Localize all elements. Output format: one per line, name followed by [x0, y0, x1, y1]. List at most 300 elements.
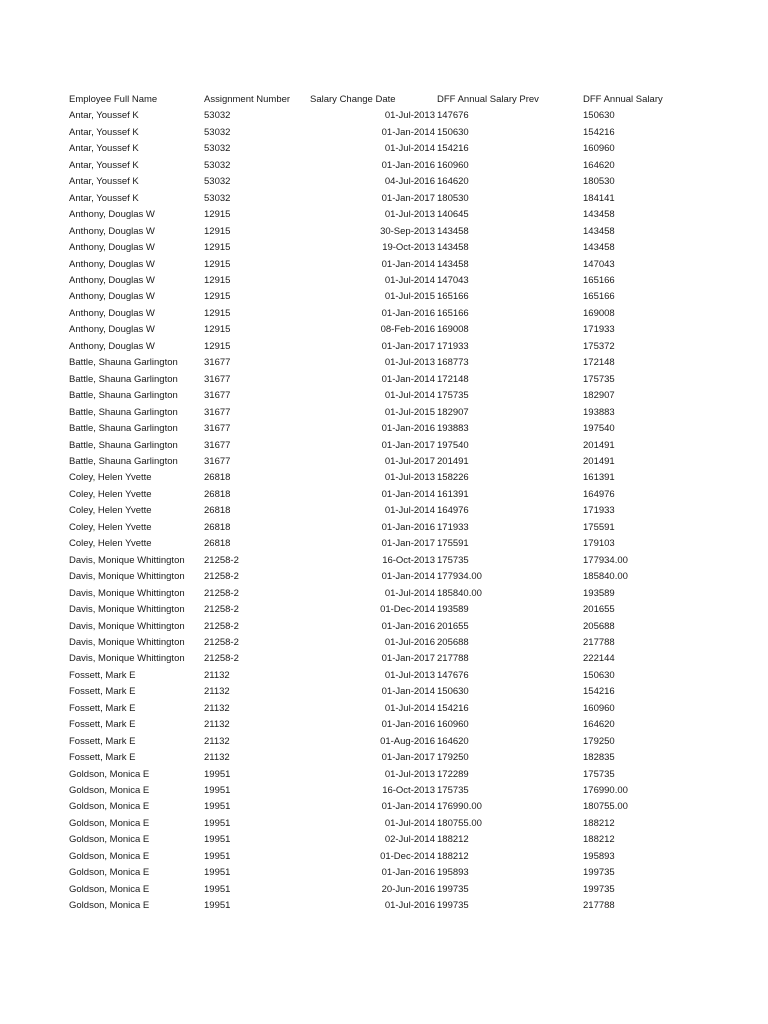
assignment-number-cell: 26818	[204, 521, 231, 533]
salary-change-date-cell: 01-Jul-2014	[384, 505, 435, 517]
annual-salary-prev-cell: 171933	[437, 521, 469, 533]
assignment-number-cell: 19951	[204, 785, 231, 797]
employee-name-cell: Goldson, Monica E	[69, 834, 150, 846]
salary-change-date-cell: 01-Jan-2016	[381, 521, 435, 533]
assignment-number-cell: 26818	[204, 472, 231, 484]
employee-name-cell: Goldson, Monica E	[69, 768, 150, 780]
employee-name-cell: Battle, Shauna Garlington	[69, 455, 178, 467]
annual-salary-prev-cell: 188212	[437, 834, 469, 846]
assignment-number-cell: 21132	[204, 735, 230, 747]
annual-salary-cell: 179250	[583, 735, 615, 747]
salary-change-date-cell: 01-Jan-2017	[381, 192, 435, 204]
annual-salary-prev-cell: 171933	[437, 340, 469, 352]
annual-salary-cell: 201491	[583, 439, 615, 451]
employee-name-cell: Fossett, Mark E	[69, 719, 136, 731]
table-row	[69, 898, 683, 914]
salary-change-date-cell: 01-Jan-2017	[381, 653, 435, 665]
employee-name-cell: Davis, Monique Whittington	[69, 554, 185, 566]
annual-salary-prev-cell: 179250	[437, 752, 469, 764]
table-row	[69, 520, 683, 536]
annual-salary-prev-cell: 147676	[437, 110, 469, 122]
annual-salary-prev-cell: 180530	[437, 192, 469, 204]
assignment-number-cell: 12915	[204, 225, 231, 237]
annual-salary-cell: 184141	[583, 192, 615, 204]
table-row	[69, 339, 683, 355]
assignment-number-cell: 19951	[204, 850, 231, 862]
table-row	[69, 684, 683, 700]
assignment-number-cell: 21132	[204, 752, 230, 764]
header-dff-annual-salary-prev: DFF Annual Salary Prev	[437, 94, 539, 105]
assignment-number-cell: 21258-2	[204, 604, 239, 616]
salary-change-date-cell: 01-Jul-2014	[384, 143, 435, 155]
annual-salary-cell: 169008	[583, 307, 615, 319]
employee-name-cell: Anthony, Douglas W	[69, 274, 155, 286]
annual-salary-cell: 161391	[583, 472, 615, 484]
salary-change-date-cell: 01-Jan-2017	[381, 538, 435, 550]
assignment-number-cell: 53032	[204, 159, 231, 171]
assignment-number-cell: 53032	[204, 143, 231, 155]
annual-salary-cell: 201491	[583, 455, 615, 467]
assignment-number-cell: 21258-2	[204, 571, 239, 583]
employee-name-cell: Goldson, Monica E	[69, 785, 150, 797]
employee-name-cell: Antar, Youssef K	[69, 143, 139, 155]
salary-change-date-cell: 01-Jul-2015	[384, 291, 435, 303]
salary-change-date-cell: 02-Jul-2014	[384, 834, 435, 846]
employee-name-cell: Anthony, Douglas W	[69, 242, 155, 254]
employee-name-cell: Antar, Youssef K	[69, 159, 139, 171]
table-row	[69, 125, 683, 141]
assignment-number-cell: 53032	[204, 176, 231, 188]
employee-name-cell: Coley, Helen Yvette	[69, 488, 152, 500]
table-header	[69, 92, 683, 108]
annual-salary-prev-cell: 205688	[437, 636, 469, 648]
annual-salary-cell: 193883	[583, 406, 615, 418]
employee-name-cell: Goldson, Monica E	[69, 850, 150, 862]
table-row	[69, 619, 683, 635]
table-row	[69, 191, 683, 207]
table-row	[69, 470, 683, 486]
annual-salary-cell: 154216	[583, 686, 615, 698]
annual-salary-cell: 160960	[583, 143, 615, 155]
table-row	[69, 224, 683, 240]
annual-salary-prev-cell: 201655	[437, 620, 469, 632]
annual-salary-prev-cell: 143458	[437, 225, 469, 237]
assignment-number-cell: 31677	[204, 455, 231, 467]
assignment-number-cell: 21132	[204, 686, 230, 698]
table-row	[69, 651, 683, 667]
annual-salary-prev-cell: 160960	[437, 159, 469, 171]
salary-change-date-cell: 01-Jul-2016	[384, 636, 435, 648]
annual-salary-cell: 201655	[583, 604, 615, 616]
employee-name-cell: Coley, Helen Yvette	[69, 538, 152, 550]
employee-name-cell: Anthony, Douglas W	[69, 258, 155, 270]
annual-salary-prev-cell: 175735	[437, 785, 469, 797]
annual-salary-prev-cell: 154216	[437, 702, 469, 714]
employee-name-cell: Davis, Monique Whittington	[69, 587, 185, 599]
table-row	[69, 783, 683, 799]
table-row	[69, 257, 683, 273]
salary-change-date-cell: 01-Jul-2014	[384, 274, 435, 286]
employee-name-cell: Anthony, Douglas W	[69, 307, 155, 319]
annual-salary-prev-cell: 164620	[437, 735, 469, 747]
salary-change-date-cell: 01-Jan-2016	[381, 423, 435, 435]
table-row	[69, 717, 683, 733]
employee-name-cell: Antar, Youssef K	[69, 176, 139, 188]
salary-change-date-cell: 01-Jan-2016	[381, 719, 435, 731]
annual-salary-cell: 164620	[583, 159, 615, 171]
salary-change-date-cell: 01-Jan-2014	[381, 571, 435, 583]
employee-name-cell: Battle, Shauna Garlington	[69, 439, 178, 451]
annual-salary-prev-cell: 168773	[437, 357, 469, 369]
annual-salary-cell: 175735	[583, 768, 615, 780]
annual-salary-cell: 147043	[583, 258, 615, 270]
annual-salary-prev-cell: 176990.00	[437, 801, 482, 813]
employee-name-cell: Fossett, Mark E	[69, 735, 136, 747]
annual-salary-prev-cell: 143458	[437, 242, 469, 254]
salary-change-date-cell: 01-Jan-2016	[381, 159, 435, 171]
annual-salary-cell: 222144	[583, 653, 615, 665]
table-row	[69, 832, 683, 848]
salary-change-date-cell: 01-Jan-2017	[381, 439, 435, 451]
annual-salary-prev-cell: 140645	[437, 209, 469, 221]
salary-change-date-cell: 01-Jul-2017	[384, 455, 435, 467]
annual-salary-cell: 175735	[583, 373, 615, 385]
header-assignment-number: Assignment Number	[204, 94, 291, 105]
assignment-number-cell: 19951	[204, 900, 231, 912]
table-row	[69, 355, 683, 371]
annual-salary-prev-cell: 164976	[437, 505, 469, 517]
employee-name-cell: Fossett, Mark E	[69, 702, 136, 714]
table-row	[69, 849, 683, 865]
table-row	[69, 273, 683, 289]
employee-name-cell: Battle, Shauna Garlington	[69, 373, 178, 385]
table-row	[69, 816, 683, 832]
annual-salary-prev-cell: 165166	[437, 291, 469, 303]
annual-salary-cell: 143458	[583, 225, 615, 237]
assignment-number-cell: 21258-2	[204, 620, 239, 632]
assignment-number-cell: 21258-2	[204, 554, 239, 566]
annual-salary-cell: 177934.00	[583, 554, 628, 566]
employee-name-cell: Battle, Shauna Garlington	[69, 357, 178, 369]
assignment-number-cell: 21132	[204, 669, 230, 681]
annual-salary-prev-cell: 199735	[437, 883, 469, 895]
salary-change-date-cell: 01-Jul-2013	[384, 110, 435, 122]
annual-salary-prev-cell: 197540	[437, 439, 469, 451]
salary-change-date-cell: 01-Dec-2014	[380, 604, 435, 616]
annual-salary-cell: 188212	[583, 817, 615, 829]
annual-salary-prev-cell: 182907	[437, 406, 469, 418]
salary-change-date-cell: 08-Feb-2016	[380, 324, 435, 336]
annual-salary-prev-cell: 193589	[437, 604, 469, 616]
annual-salary-prev-cell: 193883	[437, 423, 469, 435]
annual-salary-prev-cell: 177934.00	[437, 571, 482, 583]
annual-salary-prev-cell: 147676	[437, 669, 469, 681]
annual-salary-prev-cell: 150630	[437, 126, 469, 138]
annual-salary-cell: 185840.00	[583, 571, 628, 583]
assignment-number-cell: 19951	[204, 801, 231, 813]
table-row	[69, 865, 683, 881]
annual-salary-cell: 199735	[583, 883, 615, 895]
employee-name-cell: Davis, Monique Whittington	[69, 636, 185, 648]
assignment-number-cell: 12915	[204, 242, 231, 254]
table-row	[69, 487, 683, 503]
assignment-number-cell: 12915	[204, 258, 231, 270]
salary-change-date-cell: 01-Jan-2017	[381, 340, 435, 352]
salary-change-date-cell: 01-Jan-2014	[381, 488, 435, 500]
annual-salary-prev-cell: 161391	[437, 488, 469, 500]
annual-salary-cell: 217788	[583, 636, 615, 648]
assignment-number-cell: 19951	[204, 768, 231, 780]
annual-salary-cell: 165166	[583, 274, 615, 286]
salary-change-date-cell: 01-Jul-2016	[384, 900, 435, 912]
annual-salary-cell: 182835	[583, 752, 615, 764]
assignment-number-cell: 12915	[204, 209, 231, 221]
assignment-number-cell: 31677	[204, 390, 231, 402]
assignment-number-cell: 31677	[204, 423, 231, 435]
table-row	[69, 322, 683, 338]
annual-salary-prev-cell: 143458	[437, 258, 469, 270]
table-row	[69, 553, 683, 569]
annual-salary-cell: 164976	[583, 488, 615, 500]
employee-name-cell: Anthony, Douglas W	[69, 225, 155, 237]
annual-salary-prev-cell: 201491	[437, 455, 469, 467]
annual-salary-cell: 195893	[583, 850, 615, 862]
table-row	[69, 372, 683, 388]
annual-salary-cell: 175591	[583, 521, 615, 533]
table-row	[69, 289, 683, 305]
annual-salary-cell: 188212	[583, 834, 615, 846]
salary-change-date-cell: 01-Jan-2014	[381, 258, 435, 270]
annual-salary-prev-cell: 195893	[437, 867, 469, 879]
employee-name-cell: Battle, Shauna Garlington	[69, 406, 178, 418]
employee-name-cell: Davis, Monique Whittington	[69, 620, 185, 632]
salary-change-date-cell: 01-Jan-2016	[381, 307, 435, 319]
table-row	[69, 668, 683, 684]
assignment-number-cell: 19951	[204, 817, 231, 829]
annual-salary-prev-cell: 199735	[437, 900, 469, 912]
annual-salary-prev-cell: 175735	[437, 390, 469, 402]
employee-name-cell: Battle, Shauna Garlington	[69, 390, 178, 402]
table-row	[69, 569, 683, 585]
table-row	[69, 141, 683, 157]
annual-salary-prev-cell: 165166	[437, 307, 469, 319]
assignment-number-cell: 31677	[204, 406, 231, 418]
salary-change-date-cell: 01-Jul-2014	[384, 390, 435, 402]
assignment-number-cell: 26818	[204, 538, 231, 550]
employee-name-cell: Goldson, Monica E	[69, 867, 150, 879]
salary-change-date-cell: 16-Oct-2013	[382, 554, 435, 566]
table-row	[69, 421, 683, 437]
annual-salary-cell: 150630	[583, 110, 615, 122]
assignment-number-cell: 21132	[204, 702, 230, 714]
assignment-number-cell: 21258-2	[204, 653, 239, 665]
table-row	[69, 438, 683, 454]
employee-name-cell: Davis, Monique Whittington	[69, 571, 185, 583]
salary-change-date-cell: 20-Jun-2016	[381, 883, 435, 895]
salary-change-date-cell: 01-Jul-2014	[384, 702, 435, 714]
assignment-number-cell: 31677	[204, 439, 231, 451]
annual-salary-prev-cell: 147043	[437, 274, 469, 286]
annual-salary-cell: 171933	[583, 324, 615, 336]
employee-name-cell: Goldson, Monica E	[69, 883, 150, 895]
table-row	[69, 701, 683, 717]
table-row	[69, 734, 683, 750]
salary-change-date-cell: 01-Jan-2016	[381, 867, 435, 879]
annual-salary-cell: 175372	[583, 340, 615, 352]
assignment-number-cell: 21258-2	[204, 587, 239, 599]
header-salary-change-date: Salary Change Date	[310, 94, 396, 105]
table-row	[69, 635, 683, 651]
annual-salary-cell: 182907	[583, 390, 615, 402]
annual-salary-cell: 171933	[583, 505, 615, 517]
employee-name-cell: Davis, Monique Whittington	[69, 604, 185, 616]
salary-change-date-cell: 01-Jan-2017	[381, 752, 435, 764]
salary-change-date-cell: 01-Dec-2014	[380, 850, 435, 862]
salary-change-date-cell: 01-Jan-2014	[381, 373, 435, 385]
employee-name-cell: Fossett, Mark E	[69, 669, 136, 681]
annual-salary-cell: 164620	[583, 719, 615, 731]
employee-name-cell: Goldson, Monica E	[69, 801, 150, 813]
salary-change-date-cell: 30-Sep-2013	[380, 225, 435, 237]
salary-change-date-cell: 01-Jul-2014	[384, 587, 435, 599]
employee-name-cell: Coley, Helen Yvette	[69, 505, 152, 517]
assignment-number-cell: 12915	[204, 324, 231, 336]
salary-change-date-cell: 16-Oct-2013	[382, 785, 435, 797]
assignment-number-cell: 53032	[204, 126, 231, 138]
annual-salary-cell: 143458	[583, 209, 615, 221]
annual-salary-cell: 199735	[583, 867, 615, 879]
salary-change-date-cell: 01-Jul-2013	[384, 669, 435, 681]
employee-name-cell: Anthony, Douglas W	[69, 340, 155, 352]
table-row	[69, 108, 683, 124]
employee-name-cell: Fossett, Mark E	[69, 686, 136, 698]
salary-change-date-cell: 19-Oct-2013	[382, 242, 435, 254]
table-row	[69, 750, 683, 766]
annual-salary-cell: 172148	[583, 357, 615, 369]
salary-change-date-cell: 01-Jan-2014	[381, 126, 435, 138]
table-row	[69, 586, 683, 602]
assignment-number-cell: 26818	[204, 505, 231, 517]
assignment-number-cell: 26818	[204, 488, 231, 500]
annual-salary-prev-cell: 185840.00	[437, 587, 482, 599]
annual-salary-cell: 160960	[583, 702, 615, 714]
salary-change-date-cell: 01-Jul-2015	[384, 406, 435, 418]
annual-salary-cell: 179103	[583, 538, 615, 550]
employee-name-cell: Anthony, Douglas W	[69, 324, 155, 336]
salary-history-table	[69, 92, 683, 915]
table-row	[69, 158, 683, 174]
assignment-number-cell: 53032	[204, 110, 231, 122]
annual-salary-cell: 150630	[583, 669, 615, 681]
annual-salary-cell: 197540	[583, 423, 615, 435]
salary-change-date-cell: 01-Jul-2013	[384, 209, 435, 221]
table-row	[69, 799, 683, 815]
table-row	[69, 454, 683, 470]
annual-salary-prev-cell: 169008	[437, 324, 469, 336]
table-row	[69, 405, 683, 421]
annual-salary-prev-cell: 154216	[437, 143, 469, 155]
annual-salary-cell: 176990.00	[583, 785, 628, 797]
assignment-number-cell: 19951	[204, 867, 231, 879]
table-row	[69, 388, 683, 404]
header-dff-annual-salary: DFF Annual Salary	[583, 94, 663, 105]
annual-salary-cell: 205688	[583, 620, 615, 632]
table-row	[69, 767, 683, 783]
table-body	[69, 108, 683, 914]
employee-name-cell: Antar, Youssef K	[69, 192, 139, 204]
annual-salary-cell: 180530	[583, 176, 615, 188]
table-row	[69, 240, 683, 256]
employee-name-cell: Coley, Helen Yvette	[69, 521, 152, 533]
table-row	[69, 503, 683, 519]
assignment-number-cell: 19951	[204, 834, 231, 846]
employee-name-cell: Antar, Youssef K	[69, 126, 139, 138]
employee-name-cell: Anthony, Douglas W	[69, 209, 155, 221]
annual-salary-prev-cell: 180755.00	[437, 817, 482, 829]
annual-salary-cell: 217788	[583, 900, 615, 912]
salary-change-date-cell: 01-Jul-2013	[384, 768, 435, 780]
assignment-number-cell: 12915	[204, 274, 231, 286]
annual-salary-prev-cell: 175735	[437, 554, 469, 566]
annual-salary-prev-cell: 188212	[437, 850, 469, 862]
salary-change-date-cell: 01-Jan-2014	[381, 686, 435, 698]
annual-salary-prev-cell: 160960	[437, 719, 469, 731]
assignment-number-cell: 19951	[204, 883, 231, 895]
annual-salary-prev-cell: 150630	[437, 686, 469, 698]
annual-salary-cell: 193589	[583, 587, 615, 599]
employee-name-cell: Coley, Helen Yvette	[69, 472, 152, 484]
salary-change-date-cell: 01-Aug-2016	[380, 735, 435, 747]
assignment-number-cell: 31677	[204, 373, 231, 385]
assignment-number-cell: 12915	[204, 340, 231, 352]
annual-salary-cell: 180755.00	[583, 801, 628, 813]
employee-name-cell: Goldson, Monica E	[69, 817, 150, 829]
assignment-number-cell: 31677	[204, 357, 231, 369]
table-row	[69, 306, 683, 322]
assignment-number-cell: 21258-2	[204, 636, 239, 648]
table-row	[69, 536, 683, 552]
employee-name-cell: Fossett, Mark E	[69, 752, 136, 764]
table-row	[69, 207, 683, 223]
salary-change-date-cell: 04-Jul-2016	[384, 176, 435, 188]
annual-salary-cell: 143458	[583, 242, 615, 254]
header-row	[69, 92, 683, 108]
annual-salary-prev-cell: 164620	[437, 176, 469, 188]
annual-salary-prev-cell: 217788	[437, 653, 469, 665]
assignment-number-cell: 53032	[204, 192, 231, 204]
annual-salary-prev-cell: 172148	[437, 373, 469, 385]
employee-name-cell: Anthony, Douglas W	[69, 291, 155, 303]
annual-salary-cell: 165166	[583, 291, 615, 303]
assignment-number-cell: 21132	[204, 719, 230, 731]
annual-salary-prev-cell: 172289	[437, 768, 469, 780]
table-row	[69, 882, 683, 898]
salary-change-date-cell: 01-Jan-2014	[381, 801, 435, 813]
employee-name-cell: Battle, Shauna Garlington	[69, 423, 178, 435]
annual-salary-prev-cell: 158226	[437, 472, 469, 484]
table-row	[69, 174, 683, 190]
assignment-number-cell: 12915	[204, 307, 231, 319]
employee-name-cell: Goldson, Monica E	[69, 900, 150, 912]
table-row	[69, 602, 683, 618]
employee-name-cell: Davis, Monique Whittington	[69, 653, 185, 665]
header-employee-full-name: Employee Full Name	[69, 94, 158, 105]
assignment-number-cell: 12915	[204, 291, 231, 303]
annual-salary-prev-cell: 175591	[437, 538, 469, 550]
salary-change-date-cell: 01-Jul-2013	[384, 472, 435, 484]
salary-change-date-cell: 01-Jan-2016	[381, 620, 435, 632]
annual-salary-cell: 154216	[583, 126, 615, 138]
